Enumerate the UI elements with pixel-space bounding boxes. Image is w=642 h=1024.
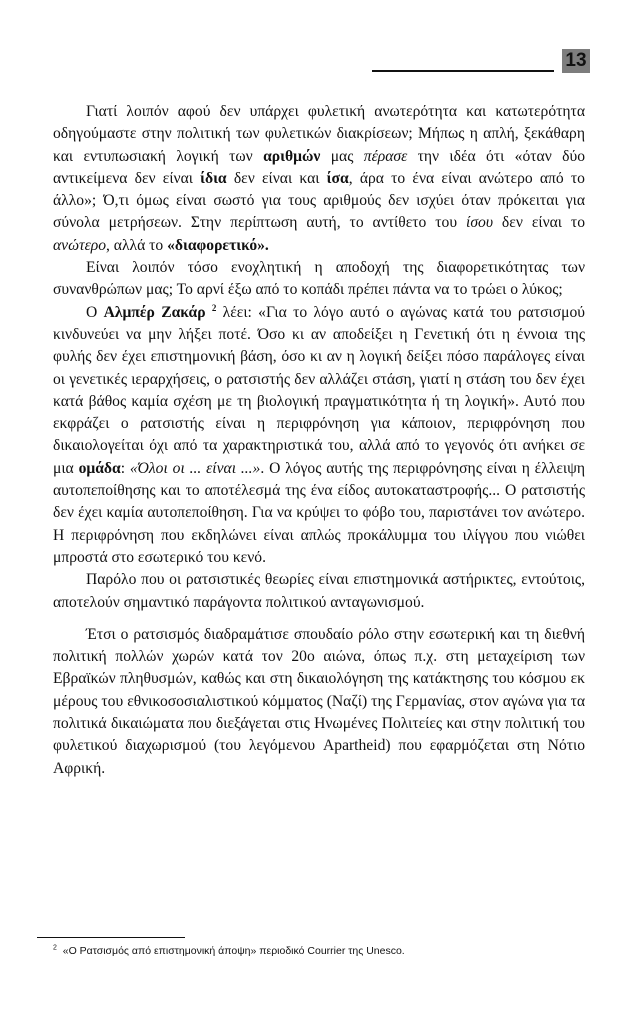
text-run: Ο xyxy=(86,303,104,321)
footnote xyxy=(53,944,593,958)
header-rule xyxy=(372,70,554,72)
footnote-text: «Ο Ρατσισμός από επιστημονική άποψη» περιοδικό Courrier της Unesco. xyxy=(62,945,405,957)
bold-term: ίδια xyxy=(200,169,227,187)
italic-quote: «Όλοι οι ... είναι ...» xyxy=(129,459,261,477)
italic-term: πέρασε xyxy=(363,147,408,165)
bold-term: αριθμών xyxy=(263,147,321,165)
paragraph-3 xyxy=(53,302,585,570)
footnote-ref: 2 xyxy=(211,302,217,313)
paragraph-1 xyxy=(53,101,585,257)
bold-term: ομάδα xyxy=(78,459,121,477)
text-run: μας xyxy=(320,147,364,165)
page-number: 13 xyxy=(562,49,590,73)
text-run: . Ο λόγος αυτής της περιφρόνησης είναι η έλλειψη αυτοπεποίθησης και το αποτέλεσμά της ένα είδος αυτοκαταστροφής... Ο ρατσιστής δεν έχει καμία αυτοπεποίθηση. Για να κρύψει το φόβο του, παριστάνει τον ανώτερο. Η περιφρόνηση που εκδηλώνει είναι απλώς προκάλυμμα του ιλίγγου που νιώθει μπροστά στο εσωτερικό του κενό. xyxy=(53,459,586,566)
italic-term: ίσου xyxy=(466,214,493,232)
footnote-marker: 2 xyxy=(53,944,57,952)
italic-term: ανώτερο xyxy=(53,236,106,254)
bold-term: ίσα xyxy=(326,169,349,187)
paragraph-5: Έτσι ο ρατσισμός διαδραμάτισε σπουδαίο ρόλο στην εσωτερική και τη διεθνή πολιτική πολλών χωρών κατά τον 20ο αιώνα, όπως π.χ. στη μεταχείριση των Εβραϊκών πληθυσμών, καθώς και στη δικαιολόγηση της κατάκτησης του κόσμου εκ μέρους του εθνικοσοσιαλιστικού κόμματος (Ναζί) της Γερμανίας, στον αγώνα για τα πολιτικά δικαιώματα που διεξάγεται στις Ηνωμένες Πολιτείες και στην πολιτική του φυλετικού διαχωρισμού (του λεγόμενου Apartheid) που εφαρμόζεται στη Νότιο Αφρική. xyxy=(53,625,585,777)
footnote-rule xyxy=(37,937,185,938)
text-run: , αλλά το xyxy=(106,236,168,254)
text-run: : xyxy=(120,459,130,477)
text-run: λέει: «Για το λόγο αυτό ο αγώνας κατά του ρατσισμού κινδυνεύει να μην λήξει ποτέ. Όσο κι αν αποδείξει η Γενετική ότι η έννοια της φυλής δεν έχει επιστημονική βάση, όσο κι αν η λογική δείξει πόσο παράλογες είναι οι γενετικές ιεραρχήσεις, ο ρατσιστής δεν αλλάζει στάση, γιατί η στάση του δεν έχει κατά βάθος καμία σχέση με τη βιολογική πραγματικότητα ή τη λογική». Αυτό που εκφράζει ο ρατσιστής είναι η περιφρόνηση για κάποιον, περιφρόνηση που δικαιολογείται όχι από τα χαρακτηριστικά του, αλλά από το γεγονός ότι ανήκει σε μια xyxy=(53,303,586,477)
paragraph-2: Είναι λοιπόν τόσο ενοχλητική η αποδοχή της διαφορετικότητας των συνανθρώπων μας; Το αρνί έξω από το κοπάδι πρέπει πάντα να το τρώει ο λύκος; xyxy=(53,259,585,299)
text-run: , άρα το ένα είναι ανώτερο από το άλλο»; Ό,τι όμως είναι σωστό για τους αριθμούς δεν ισχύει όταν πρόκειται για σύνολα μετρήσεων. Στην περίπτωση αυτή, το αντίθετο του xyxy=(53,169,585,232)
body-text xyxy=(53,101,585,780)
text-run: δεν είναι και xyxy=(226,169,327,187)
text-run: δεν είναι το xyxy=(492,214,585,232)
text-run: Γιατί λοιπόν αφού δεν υπάρχει φυλετική ανωτερότητα και κατωτερότητα οδηγούμαστε στην πολιτική των φυλετικών διακρίσεων; Μήπως η απλή, ξεκάθαρη και εντυπωσιακή λογική των xyxy=(53,103,585,165)
author-name: Αλμπέρ Ζακάρ xyxy=(103,303,206,321)
paragraph-4: Παρόλο που οι ρατσιστικές θεωρίες είναι επιστημονικά αστήρικτες, εντούτοις, αποτελούν σημαντικό παράγοντα πολιτικού ανταγωνισμού. xyxy=(53,571,585,611)
bold-term: «διαφορετικό». xyxy=(167,236,269,254)
text-run: την ιδέα ότι «όταν δύο αντικείμενα δεν είναι xyxy=(53,147,585,187)
